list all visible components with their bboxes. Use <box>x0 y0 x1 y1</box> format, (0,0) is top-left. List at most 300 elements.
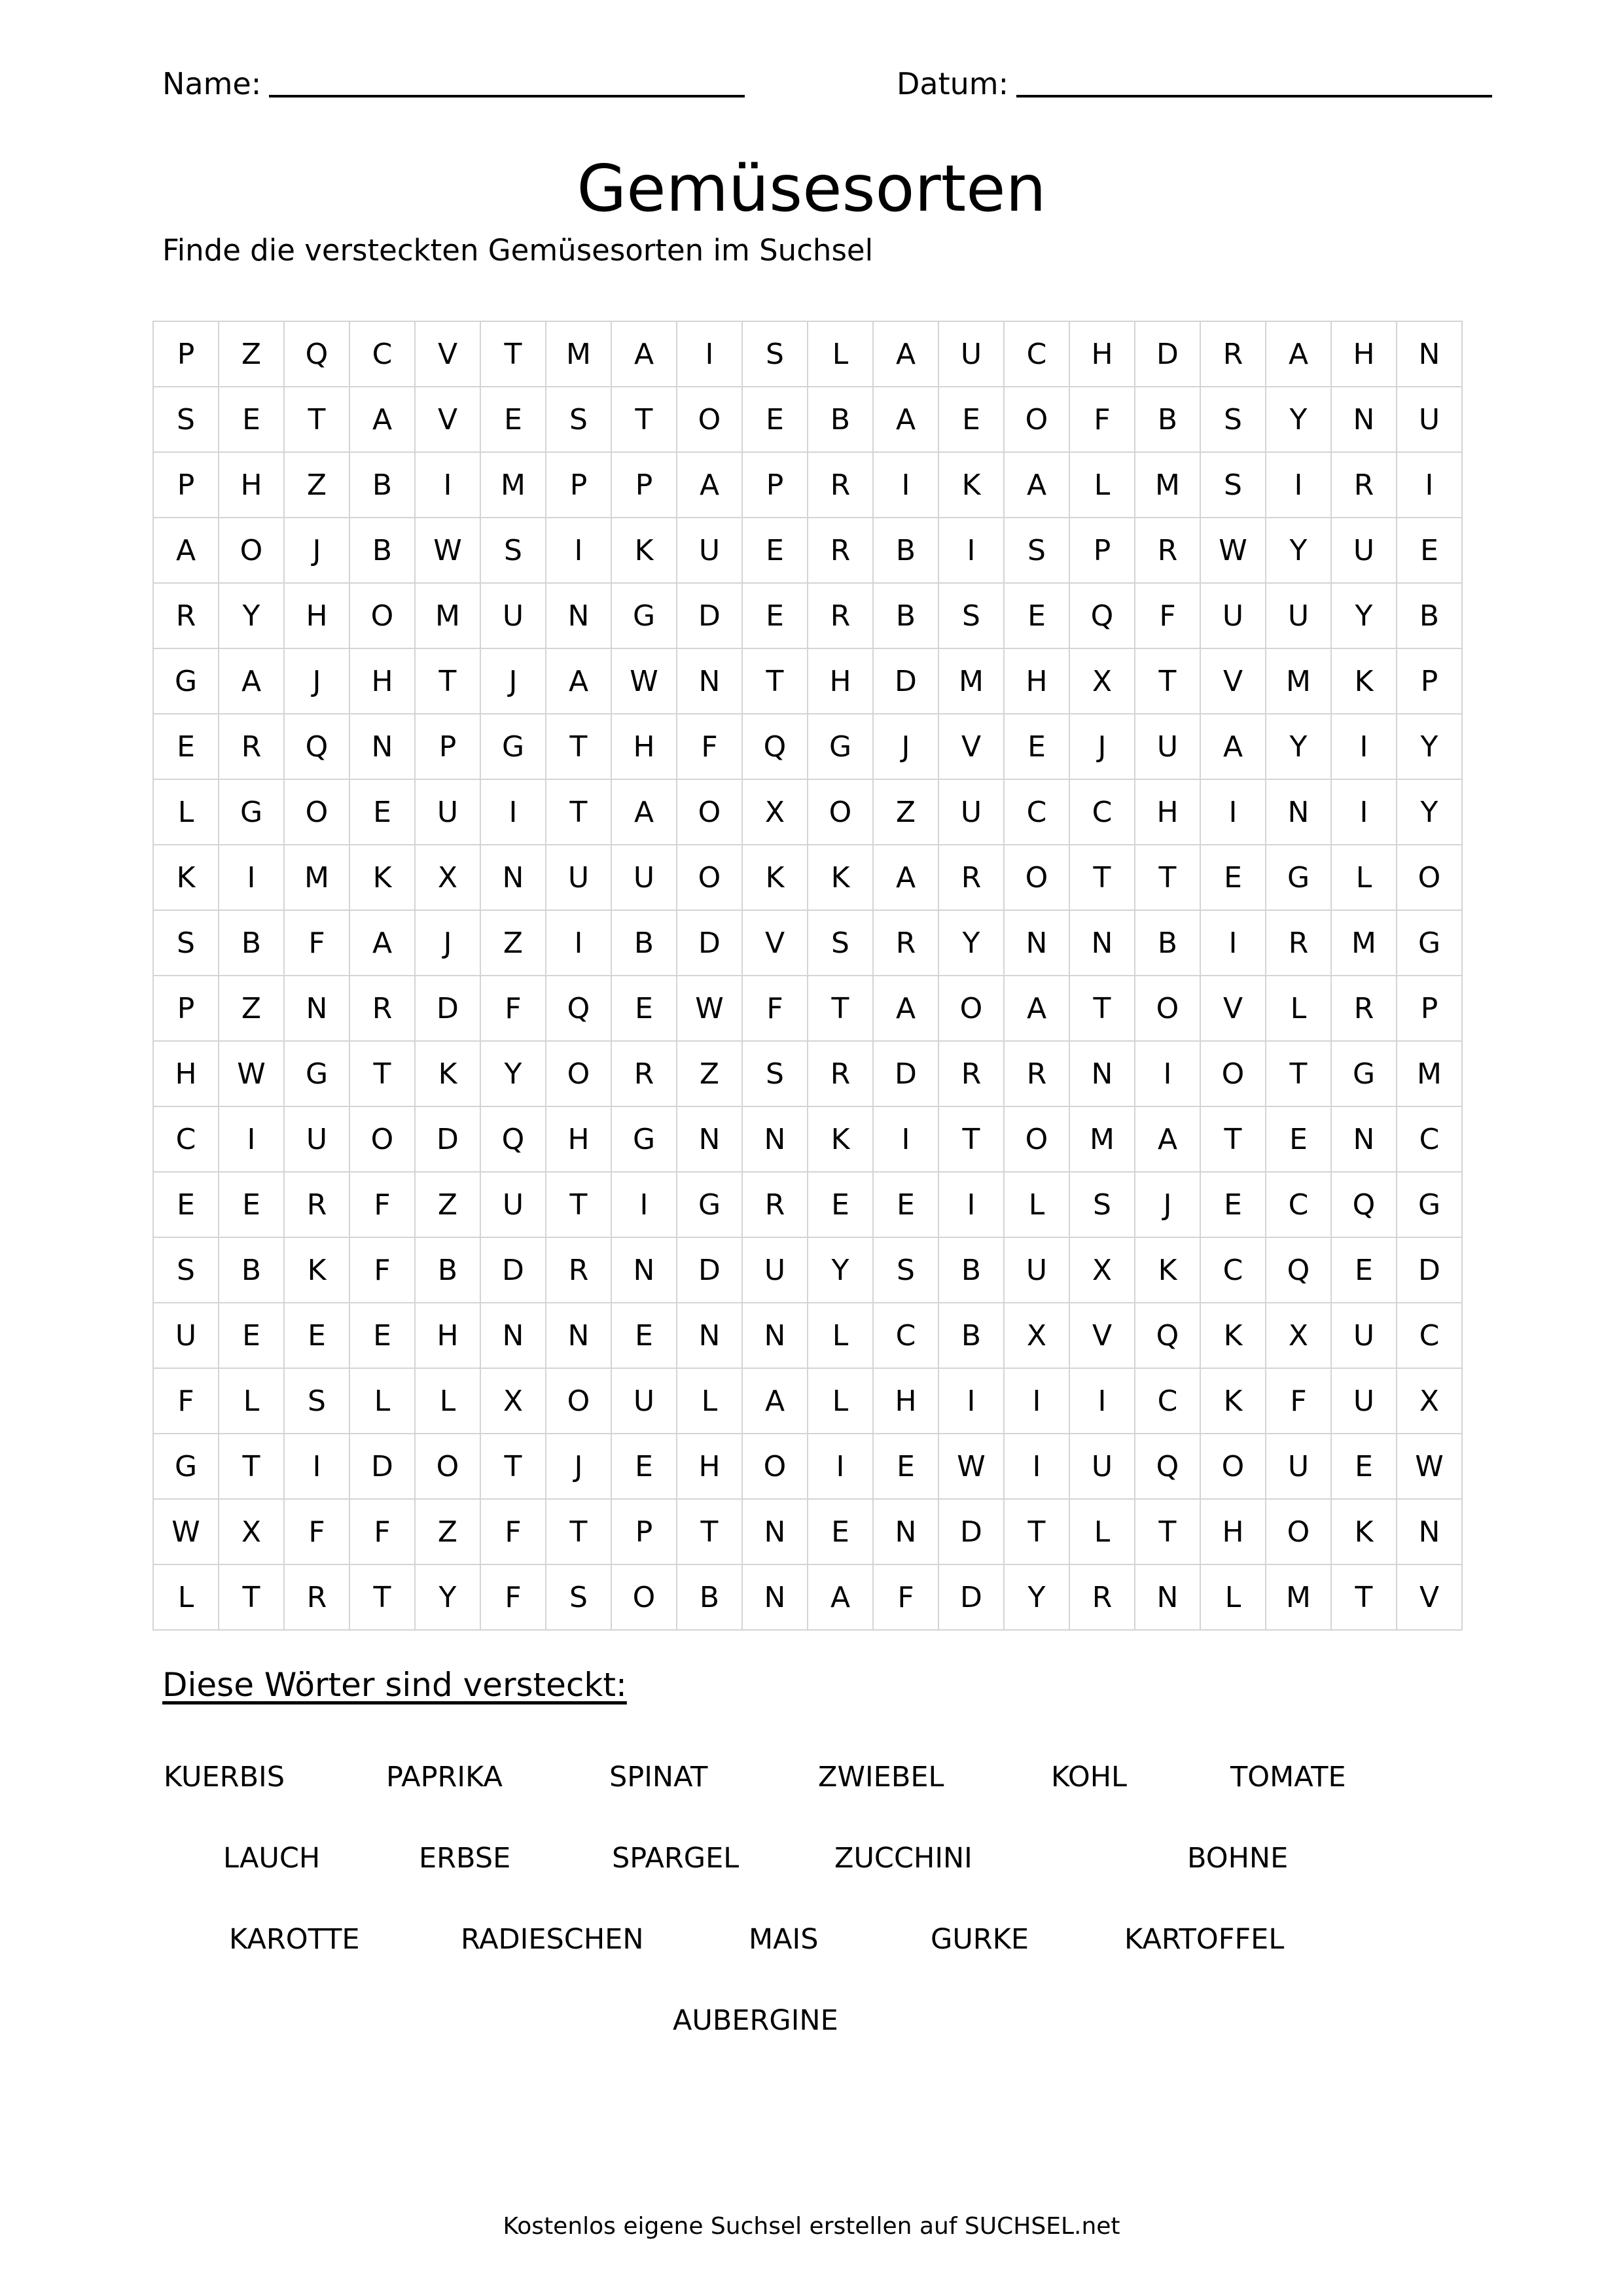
grid-cell[interactable]: W <box>938 1434 1004 1499</box>
grid-cell[interactable]: U <box>611 1368 677 1434</box>
grid-cell[interactable]: X <box>1397 1368 1462 1434</box>
grid-cell[interactable]: E <box>153 1172 219 1237</box>
grid-cell[interactable]: A <box>153 518 219 583</box>
grid-cell[interactable]: T <box>677 1499 742 1564</box>
grid-cell[interactable]: Y <box>808 1237 873 1303</box>
grid-cell[interactable]: N <box>742 1106 808 1172</box>
grid-cell[interactable]: F <box>480 976 546 1041</box>
grid-cell[interactable]: G <box>611 1106 677 1172</box>
grid-cell[interactable]: R <box>153 583 219 648</box>
grid-cell[interactable]: A <box>1004 976 1069 1041</box>
grid-cell[interactable]: G <box>1331 1041 1397 1106</box>
grid-cell[interactable]: G <box>219 779 284 845</box>
grid-cell[interactable]: J <box>1069 714 1135 779</box>
grid-cell[interactable]: S <box>284 1368 349 1434</box>
grid-cell[interactable]: E <box>219 1303 284 1368</box>
grid-cell[interactable]: A <box>1200 714 1266 779</box>
grid-cell[interactable]: S <box>546 1564 611 1630</box>
grid-cell[interactable]: Q <box>546 976 611 1041</box>
grid-cell[interactable]: U <box>1331 518 1397 583</box>
grid-cell[interactable]: F <box>284 1499 349 1564</box>
grid-cell[interactable]: L <box>1266 976 1331 1041</box>
grid-cell[interactable]: J <box>1135 1172 1200 1237</box>
grid-cell[interactable]: W <box>1397 1434 1462 1499</box>
grid-cell[interactable]: E <box>284 1303 349 1368</box>
grid-cell[interactable]: O <box>1266 1499 1331 1564</box>
grid-cell[interactable]: T <box>284 387 349 452</box>
grid-cell[interactable]: N <box>1331 387 1397 452</box>
grid-cell[interactable]: N <box>611 1237 677 1303</box>
grid-cell[interactable]: B <box>611 910 677 976</box>
grid-cell[interactable]: T <box>546 779 611 845</box>
grid-cell[interactable]: R <box>349 976 415 1041</box>
grid-cell[interactable]: Q <box>1069 583 1135 648</box>
grid-cell[interactable]: J <box>546 1434 611 1499</box>
name-line[interactable] <box>269 95 745 97</box>
grid-cell[interactable]: O <box>1004 387 1069 452</box>
grid-cell[interactable]: Y <box>1397 714 1462 779</box>
grid-cell[interactable]: Q <box>1331 1172 1397 1237</box>
grid-cell[interactable]: G <box>153 1434 219 1499</box>
grid-cell[interactable]: W <box>677 976 742 1041</box>
grid-cell[interactable]: C <box>1004 321 1069 387</box>
grid-cell[interactable]: T <box>349 1564 415 1630</box>
grid-cell[interactable]: T <box>808 976 873 1041</box>
grid-cell[interactable]: I <box>284 1434 349 1499</box>
grid-cell[interactable]: E <box>219 1172 284 1237</box>
grid-cell[interactable]: X <box>1266 1303 1331 1368</box>
grid-cell[interactable]: L <box>153 1564 219 1630</box>
grid-cell[interactable]: R <box>1331 452 1397 518</box>
grid-cell[interactable]: E <box>742 518 808 583</box>
grid-cell[interactable]: X <box>1069 648 1135 714</box>
grid-cell[interactable]: R <box>808 583 873 648</box>
grid-cell[interactable]: T <box>219 1564 284 1630</box>
grid-cell[interactable]: E <box>938 387 1004 452</box>
grid-cell[interactable]: Q <box>480 1106 546 1172</box>
grid-cell[interactable]: L <box>1331 845 1397 910</box>
grid-cell[interactable]: L <box>677 1368 742 1434</box>
grid-cell[interactable]: N <box>480 845 546 910</box>
grid-cell[interactable]: F <box>480 1499 546 1564</box>
grid-cell[interactable]: R <box>546 1237 611 1303</box>
grid-cell[interactable]: N <box>742 1303 808 1368</box>
grid-cell[interactable]: H <box>1004 648 1069 714</box>
grid-cell[interactable]: L <box>153 779 219 845</box>
grid-cell[interactable]: X <box>1069 1237 1135 1303</box>
grid-cell[interactable]: E <box>742 583 808 648</box>
grid-cell[interactable]: F <box>677 714 742 779</box>
grid-cell[interactable]: H <box>1069 321 1135 387</box>
grid-cell[interactable]: T <box>546 714 611 779</box>
grid-cell[interactable]: L <box>1069 452 1135 518</box>
grid-cell[interactable]: V <box>938 714 1004 779</box>
grid-cell[interactable]: Y <box>1266 518 1331 583</box>
grid-cell[interactable]: E <box>153 714 219 779</box>
grid-cell[interactable]: C <box>1200 1237 1266 1303</box>
grid-cell[interactable]: I <box>1135 1041 1200 1106</box>
grid-cell[interactable]: A <box>677 452 742 518</box>
grid-cell[interactable]: A <box>546 648 611 714</box>
grid-cell[interactable]: U <box>611 845 677 910</box>
grid-cell[interactable]: I <box>808 1434 873 1499</box>
grid-cell[interactable]: Z <box>480 910 546 976</box>
grid-cell[interactable]: N <box>1135 1564 1200 1630</box>
grid-cell[interactable]: X <box>415 845 480 910</box>
grid-cell[interactable]: F <box>349 1237 415 1303</box>
grid-cell[interactable]: U <box>938 321 1004 387</box>
grid-cell[interactable]: A <box>873 976 938 1041</box>
grid-cell[interactable]: T <box>938 1106 1004 1172</box>
grid-cell[interactable]: T <box>1135 648 1200 714</box>
grid-cell[interactable]: U <box>1266 1434 1331 1499</box>
grid-cell[interactable]: T <box>480 1434 546 1499</box>
grid-cell[interactable]: D <box>677 910 742 976</box>
grid-cell[interactable]: B <box>808 387 873 452</box>
grid-cell[interactable]: G <box>677 1172 742 1237</box>
grid-cell[interactable]: B <box>873 518 938 583</box>
grid-cell[interactable]: O <box>415 1434 480 1499</box>
grid-cell[interactable]: P <box>1397 976 1462 1041</box>
grid-cell[interactable]: R <box>1135 518 1200 583</box>
grid-cell[interactable]: O <box>349 1106 415 1172</box>
grid-cell[interactable]: F <box>153 1368 219 1434</box>
grid-cell[interactable]: S <box>873 1237 938 1303</box>
grid-cell[interactable]: V <box>1200 648 1266 714</box>
grid-cell[interactable]: D <box>873 648 938 714</box>
grid-cell[interactable]: F <box>284 910 349 976</box>
grid-cell[interactable]: P <box>1397 648 1462 714</box>
grid-cell[interactable]: L <box>1200 1564 1266 1630</box>
grid-cell[interactable]: Y <box>1331 583 1397 648</box>
grid-cell[interactable]: J <box>480 648 546 714</box>
grid-cell[interactable]: K <box>349 845 415 910</box>
grid-cell[interactable]: J <box>873 714 938 779</box>
grid-cell[interactable]: E <box>1004 714 1069 779</box>
grid-cell[interactable]: N <box>677 1106 742 1172</box>
grid-cell[interactable]: N <box>546 1303 611 1368</box>
grid-cell[interactable]: F <box>349 1172 415 1237</box>
grid-cell[interactable]: N <box>1004 910 1069 976</box>
grid-cell[interactable]: U <box>415 779 480 845</box>
grid-cell[interactable]: A <box>611 779 677 845</box>
grid-cell[interactable]: E <box>349 779 415 845</box>
grid-cell[interactable]: M <box>1266 648 1331 714</box>
grid-cell[interactable]: O <box>677 845 742 910</box>
grid-cell[interactable]: T <box>742 648 808 714</box>
grid-cell[interactable]: P <box>611 452 677 518</box>
grid-cell[interactable]: S <box>1200 452 1266 518</box>
grid-cell[interactable]: O <box>677 779 742 845</box>
grid-cell[interactable]: Q <box>742 714 808 779</box>
grid-cell[interactable]: O <box>1200 1434 1266 1499</box>
grid-cell[interactable]: R <box>938 845 1004 910</box>
grid-cell[interactable]: O <box>284 779 349 845</box>
grid-cell[interactable]: B <box>938 1237 1004 1303</box>
grid-cell[interactable]: M <box>415 583 480 648</box>
grid-cell[interactable]: Q <box>284 714 349 779</box>
grid-cell[interactable]: W <box>611 648 677 714</box>
grid-cell[interactable]: X <box>1004 1303 1069 1368</box>
grid-cell[interactable]: D <box>677 1237 742 1303</box>
grid-cell[interactable]: S <box>1004 518 1069 583</box>
grid-cell[interactable]: K <box>153 845 219 910</box>
grid-cell[interactable]: Y <box>1266 714 1331 779</box>
grid-cell[interactable]: G <box>808 714 873 779</box>
grid-cell[interactable]: E <box>873 1172 938 1237</box>
grid-cell[interactable]: I <box>1266 452 1331 518</box>
grid-cell[interactable]: Q <box>284 321 349 387</box>
grid-cell[interactable]: E <box>1004 583 1069 648</box>
grid-cell[interactable]: N <box>677 648 742 714</box>
grid-cell[interactable]: O <box>1004 1106 1069 1172</box>
grid-cell[interactable]: M <box>938 648 1004 714</box>
grid-cell[interactable]: I <box>219 1106 284 1172</box>
grid-cell[interactable]: F <box>480 1564 546 1630</box>
grid-cell[interactable]: D <box>480 1237 546 1303</box>
grid-cell[interactable]: D <box>415 976 480 1041</box>
grid-cell[interactable]: P <box>153 976 219 1041</box>
grid-cell[interactable]: F <box>873 1564 938 1630</box>
grid-cell[interactable]: V <box>1069 1303 1135 1368</box>
grid-cell[interactable]: E <box>1200 1172 1266 1237</box>
grid-cell[interactable]: E <box>219 387 284 452</box>
grid-cell[interactable]: K <box>1200 1303 1266 1368</box>
grid-cell[interactable]: H <box>808 648 873 714</box>
grid-cell[interactable]: Z <box>284 452 349 518</box>
grid-cell[interactable]: T <box>1069 976 1135 1041</box>
grid-cell[interactable]: P <box>153 452 219 518</box>
grid-cell[interactable]: M <box>1331 910 1397 976</box>
grid-cell[interactable]: K <box>938 452 1004 518</box>
grid-cell[interactable]: H <box>1200 1499 1266 1564</box>
grid-cell[interactable]: O <box>1004 845 1069 910</box>
grid-cell[interactable]: L <box>808 1303 873 1368</box>
grid-cell[interactable]: O <box>1135 976 1200 1041</box>
grid-cell[interactable]: C <box>1069 779 1135 845</box>
grid-cell[interactable]: R <box>808 452 873 518</box>
grid-cell[interactable]: R <box>284 1564 349 1630</box>
grid-cell[interactable]: U <box>1069 1434 1135 1499</box>
grid-cell[interactable]: E <box>611 976 677 1041</box>
grid-cell[interactable]: B <box>1135 387 1200 452</box>
grid-cell[interactable]: K <box>808 845 873 910</box>
grid-cell[interactable]: W <box>219 1041 284 1106</box>
grid-cell[interactable]: I <box>1331 779 1397 845</box>
grid-cell[interactable]: S <box>153 1237 219 1303</box>
grid-cell[interactable]: H <box>284 583 349 648</box>
grid-cell[interactable]: A <box>808 1564 873 1630</box>
grid-cell[interactable]: G <box>284 1041 349 1106</box>
grid-cell[interactable]: K <box>415 1041 480 1106</box>
grid-cell[interactable]: R <box>873 910 938 976</box>
grid-cell[interactable]: I <box>1397 452 1462 518</box>
grid-cell[interactable]: F <box>1135 583 1200 648</box>
grid-cell[interactable]: T <box>1004 1499 1069 1564</box>
grid-cell[interactable]: V <box>415 387 480 452</box>
grid-cell[interactable]: N <box>349 714 415 779</box>
grid-cell[interactable]: I <box>677 321 742 387</box>
grid-cell[interactable]: O <box>938 976 1004 1041</box>
grid-cell[interactable]: G <box>1266 845 1331 910</box>
grid-cell[interactable]: D <box>349 1434 415 1499</box>
grid-cell[interactable]: E <box>808 1172 873 1237</box>
grid-cell[interactable]: Z <box>677 1041 742 1106</box>
grid-cell[interactable]: Z <box>873 779 938 845</box>
grid-cell[interactable]: Z <box>415 1172 480 1237</box>
grid-cell[interactable]: U <box>480 1172 546 1237</box>
grid-cell[interactable]: I <box>1069 1368 1135 1434</box>
grid-cell[interactable]: U <box>938 779 1004 845</box>
grid-cell[interactable]: N <box>546 583 611 648</box>
grid-cell[interactable]: T <box>1069 845 1135 910</box>
grid-cell[interactable]: O <box>808 779 873 845</box>
grid-cell[interactable]: U <box>1200 583 1266 648</box>
grid-cell[interactable]: C <box>1135 1368 1200 1434</box>
date-field[interactable] <box>897 62 1492 101</box>
grid-cell[interactable]: K <box>1200 1368 1266 1434</box>
grid-cell[interactable]: N <box>1266 779 1331 845</box>
grid-cell[interactable]: W <box>415 518 480 583</box>
grid-cell[interactable]: C <box>1397 1106 1462 1172</box>
grid-cell[interactable]: X <box>219 1499 284 1564</box>
grid-cell[interactable]: G <box>153 648 219 714</box>
grid-cell[interactable]: O <box>611 1564 677 1630</box>
grid-cell[interactable]: O <box>677 387 742 452</box>
grid-cell[interactable]: P <box>742 452 808 518</box>
grid-cell[interactable]: U <box>546 845 611 910</box>
grid-cell[interactable]: A <box>349 387 415 452</box>
grid-cell[interactable]: B <box>1397 583 1462 648</box>
grid-cell[interactable]: G <box>480 714 546 779</box>
grid-cell[interactable]: H <box>677 1434 742 1499</box>
grid-cell[interactable]: H <box>349 648 415 714</box>
grid-cell[interactable]: H <box>415 1303 480 1368</box>
grid-cell[interactable]: G <box>1397 910 1462 976</box>
grid-cell[interactable]: T <box>1331 1564 1397 1630</box>
grid-cell[interactable]: C <box>153 1106 219 1172</box>
grid-cell[interactable]: S <box>808 910 873 976</box>
grid-cell[interactable]: I <box>938 518 1004 583</box>
grid-cell[interactable]: V <box>1397 1564 1462 1630</box>
grid-cell[interactable]: Y <box>1266 387 1331 452</box>
grid-cell[interactable]: S <box>153 387 219 452</box>
grid-cell[interactable]: D <box>1135 321 1200 387</box>
grid-cell[interactable]: Z <box>219 976 284 1041</box>
grid-cell[interactable]: I <box>1200 779 1266 845</box>
grid-cell[interactable]: U <box>1331 1303 1397 1368</box>
grid-cell[interactable]: F <box>742 976 808 1041</box>
grid-cell[interactable]: E <box>1331 1237 1397 1303</box>
grid-cell[interactable]: N <box>1397 321 1462 387</box>
grid-cell[interactable]: J <box>284 518 349 583</box>
grid-cell[interactable]: T <box>480 321 546 387</box>
grid-cell[interactable]: I <box>415 452 480 518</box>
grid-cell[interactable]: T <box>546 1499 611 1564</box>
grid-cell[interactable]: F <box>1266 1368 1331 1434</box>
grid-cell[interactable]: W <box>1200 518 1266 583</box>
grid-cell[interactable]: R <box>808 1041 873 1106</box>
grid-cell[interactable]: D <box>938 1499 1004 1564</box>
grid-cell[interactable]: S <box>153 910 219 976</box>
grid-cell[interactable]: K <box>742 845 808 910</box>
grid-cell[interactable]: S <box>742 1041 808 1106</box>
grid-cell[interactable]: U <box>1331 1368 1397 1434</box>
grid-cell[interactable]: Z <box>219 321 284 387</box>
grid-cell[interactable]: N <box>1397 1499 1462 1564</box>
grid-cell[interactable]: A <box>611 321 677 387</box>
grid-cell[interactable]: T <box>1135 845 1200 910</box>
grid-cell[interactable]: A <box>1266 321 1331 387</box>
grid-cell[interactable]: N <box>742 1564 808 1630</box>
word-search-grid[interactable] <box>152 321 1463 1631</box>
grid-cell[interactable]: I <box>873 452 938 518</box>
grid-cell[interactable]: S <box>1200 387 1266 452</box>
grid-cell[interactable]: B <box>677 1564 742 1630</box>
grid-cell[interactable]: I <box>873 1106 938 1172</box>
grid-cell[interactable]: I <box>546 910 611 976</box>
grid-cell[interactable]: L <box>1069 1499 1135 1564</box>
grid-cell[interactable]: B <box>219 910 284 976</box>
grid-cell[interactable]: B <box>349 518 415 583</box>
grid-cell[interactable]: R <box>1331 976 1397 1041</box>
grid-cell[interactable]: D <box>938 1564 1004 1630</box>
grid-cell[interactable]: P <box>153 321 219 387</box>
grid-cell[interactable]: T <box>415 648 480 714</box>
grid-cell[interactable]: M <box>284 845 349 910</box>
grid-cell[interactable]: A <box>219 648 284 714</box>
grid-cell[interactable]: L <box>1004 1172 1069 1237</box>
grid-cell[interactable]: T <box>1266 1041 1331 1106</box>
grid-cell[interactable]: C <box>873 1303 938 1368</box>
grid-cell[interactable]: N <box>1331 1106 1397 1172</box>
grid-cell[interactable]: Q <box>1266 1237 1331 1303</box>
grid-cell[interactable]: K <box>808 1106 873 1172</box>
grid-cell[interactable]: F <box>1069 387 1135 452</box>
grid-cell[interactable]: D <box>873 1041 938 1106</box>
grid-cell[interactable]: U <box>1397 387 1462 452</box>
grid-cell[interactable]: B <box>1135 910 1200 976</box>
grid-cell[interactable]: A <box>1004 452 1069 518</box>
grid-cell[interactable]: I <box>938 1172 1004 1237</box>
grid-cell[interactable]: Y <box>219 583 284 648</box>
grid-cell[interactable]: A <box>742 1368 808 1434</box>
grid-cell[interactable]: Q <box>1135 1434 1200 1499</box>
grid-cell[interactable]: P <box>611 1499 677 1564</box>
grid-cell[interactable]: H <box>873 1368 938 1434</box>
grid-cell[interactable]: G <box>1397 1172 1462 1237</box>
grid-cell[interactable]: S <box>1069 1172 1135 1237</box>
grid-cell[interactable]: P <box>1069 518 1135 583</box>
grid-cell[interactable]: K <box>284 1237 349 1303</box>
grid-cell[interactable]: C <box>1397 1303 1462 1368</box>
grid-cell[interactable]: B <box>415 1237 480 1303</box>
grid-cell[interactable]: T <box>1135 1499 1200 1564</box>
grid-cell[interactable]: I <box>1004 1368 1069 1434</box>
date-line[interactable] <box>1016 95 1492 97</box>
grid-cell[interactable]: Y <box>1397 779 1462 845</box>
grid-cell[interactable]: Y <box>938 910 1004 976</box>
grid-cell[interactable]: K <box>1331 648 1397 714</box>
grid-cell[interactable]: O <box>1397 845 1462 910</box>
grid-cell[interactable]: O <box>349 583 415 648</box>
grid-cell[interactable]: E <box>1331 1434 1397 1499</box>
grid-cell[interactable]: U <box>1135 714 1200 779</box>
grid-cell[interactable]: U <box>677 518 742 583</box>
grid-cell[interactable]: R <box>1266 910 1331 976</box>
grid-cell[interactable]: E <box>480 387 546 452</box>
grid-cell[interactable]: X <box>480 1368 546 1434</box>
